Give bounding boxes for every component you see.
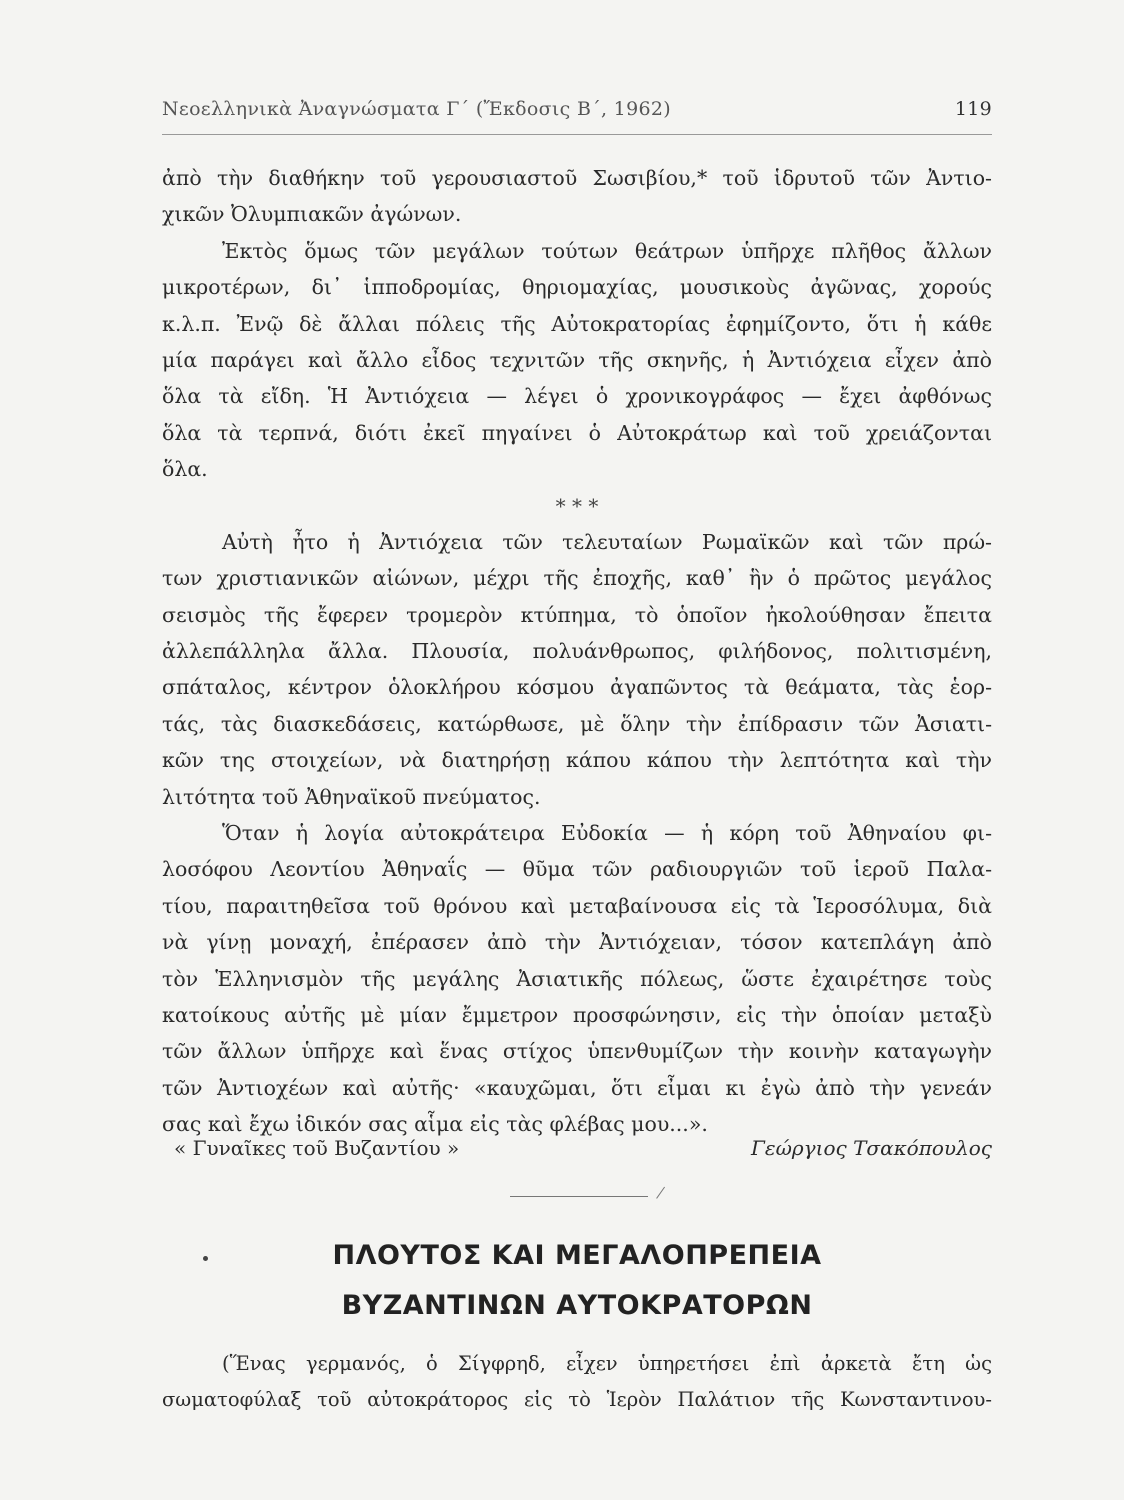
- text-line: τίου, παραιτηθεῖσα τοῦ θρόνου καὶ μεταβαίνουσα εἰς τὰ Ἱεροσόλυμα, διὰ: [162, 893, 992, 918]
- text-line: ὅλα τὰ εἴδη. Ἡ Ἀντιόχεια — λέγει ὁ χρονικογράφος — ἔχει ἀφθόνως: [162, 384, 992, 409]
- text-line: τῶν Ἀντιοχέων καὶ αὐτῆς· «καυχῶμαι, ὅτι εἶμαι κι ἐγὼ ἀπὸ τὴν γενεάν: [162, 1075, 992, 1100]
- header-rule: [162, 134, 992, 135]
- text-line: Ἐκτὸς ὅμως τῶν μεγάλων τούτων θεάτρων ὑπῆρχε πλῆθος ἄλλων: [222, 238, 992, 263]
- text-line: τῶν ἄλλων ὑπῆρχε καὶ ἕνας στίχος ὑπενθυμίζων τὴν κοινὴν καταγωγὴν: [162, 1039, 992, 1064]
- text-line: κατοίκους αὐτῆς μὲ μίαν ἔμμετρον προσφώνησιν, εἰς τὴν ὁποίαν μεταξὺ: [162, 1002, 992, 1027]
- text-line: σας καὶ ἔχω ἰδικόν σας αἷμα εἰς τὰς φλέβας μου...».: [162, 1112, 708, 1137]
- section-separator: * * *: [555, 493, 599, 518]
- text-line: σωματοφύλαξ τοῦ αὐτοκράτορος εἰς τὸ Ἱερὸν Παλάτιον τῆς Κωνσταντινου-: [162, 1388, 992, 1412]
- page-number: 119: [954, 98, 992, 120]
- text-line: ἀπὸ τὴν διαθήκην τοῦ γερουσιαστοῦ Σωσιβίου,* τοῦ ἱδρυτοῦ τῶν Ἀντιο-: [162, 166, 992, 190]
- author-name: Γεώργιος Τσακόπουλος: [751, 1136, 992, 1160]
- section-divider: [510, 1196, 648, 1197]
- text-line: τὸν Ἑλληνισμὸν τῆς μεγάλης Ἀσιατικῆς πόλεως, ὥστε ἐχαιρέτησε τοὺς: [162, 966, 992, 991]
- running-title: Νεοελληνικὰ Ἀναγνώσματα Γ΄ (Ἔκδοσις Β΄, 1962): [162, 98, 671, 120]
- main-text: [162, 160, 992, 1143]
- text-line: των χριστιανικῶν αἰώνων, μέχρι τῆς ἐποχῆς, καθ᾽ ἣν ὁ πρῶτος μεγάλος: [162, 566, 992, 591]
- attribution: [174, 1130, 992, 1166]
- section-intro: [162, 1346, 992, 1419]
- section-title-line-1: ΠΛΟΥΤΟΣ ΚΑΙ ΜΕΓΑΛΟΠΡΕΠΕΙΑ: [332, 1240, 822, 1271]
- text-line: τάς, τὰς διασκεδάσεις, κατώρθωσε, μὲ ὅλην τὴν ἐπίδρασιν τῶν Ἀσιατι-: [162, 711, 992, 736]
- text-line: Ὅταν ἡ λογία αὐτοκράτειρα Εὐδοκία — ἡ κόρη τοῦ Ἀθηναίου φι-: [222, 821, 992, 846]
- text-line: ἀλλεπάλληλα ἄλλα. Πλουσία, πολυάνθρωπος, φιλήδονος, πολιτισμένη,: [162, 639, 992, 664]
- text-line: ὅλα τὰ τερπνά, διότι ἐκεῖ πηγαίνει ὁ Αὐτοκράτωρ καὶ τοῦ χρειάζονται: [162, 420, 992, 445]
- source-title: « Γυναῖκες τοῦ Βυζαντίου »: [174, 1136, 460, 1160]
- text-line: νὰ γίνῃ μοναχή, ἐπέρασεν ἀπὸ τὴν Ἀντιόχειαν, τόσον κατεπλάγη ἀπὸ: [162, 930, 992, 955]
- text-line: σπάταλος, κέντρον ὁλοκλήρου κόσμου ἀγαπῶντος τὰ θεάματα, τὰς ἑορ-: [162, 675, 992, 700]
- text-line: μικροτέρων, δι᾽ ἱπποδρομίας, θηριομαχίας, μουσικοὺς ἀγῶνας, χορούς: [162, 275, 992, 300]
- text-line: λιτότητα τοῦ Ἀθηναϊκοῦ πνεύματος.: [162, 784, 541, 809]
- running-head: [162, 98, 992, 120]
- divider-mark: [656, 1187, 666, 1200]
- text-line: κῶν της στοιχείων, νὰ διατηρήσῃ κάπου κάπου τὴν λεπτότητα καὶ τὴν: [162, 748, 992, 773]
- text-line: σεισμὸς τῆς ἔφερεν τρομερὸν κτύπημα, τὸ ὁποῖον ἠκολούθησαν ἔπειτα: [162, 602, 992, 627]
- section-title-line-2: ΒΥΖΑΝΤΙΝΩΝ ΑΥΤΟΚΡΑΤΟΡΩΝ: [341, 1290, 813, 1321]
- text-line: λοσόφου Λεοντίου Ἀθηναΐς — θῦμα τῶν ραδιουργιῶν τοῦ ἱεροῦ Παλα-: [162, 857, 992, 882]
- text-line: χικῶν Ὀλυμπιακῶν ἀγώνων.: [162, 202, 462, 227]
- text-line: Αὐτὴ ἦτο ἡ Ἀντιόχεια τῶν τελευταίων Ρωμαϊκῶν καὶ τῶν πρώ-: [222, 529, 992, 554]
- text-line: μία παράγει καὶ ἄλλο εἶδος τεχνιτῶν τῆς σκηνῆς, ἡ Ἀντιόχεια εἶχεν ἀπὸ: [162, 347, 992, 372]
- text-line: ὅλα.: [162, 457, 208, 482]
- text-line: κ.λ.π. Ἐνῷ δὲ ἄλλαι πόλεις τῆς Αὐτοκρατορίας ἐφημίζοντο, ὅτι ἡ κάθε: [162, 311, 992, 336]
- text-line: (Ἕνας γερμανός, ὁ Σίγφρηδ, εἶχεν ὑπηρετήσει ἐπὶ ἀρκετὰ ἔτη ὡς: [222, 1352, 992, 1375]
